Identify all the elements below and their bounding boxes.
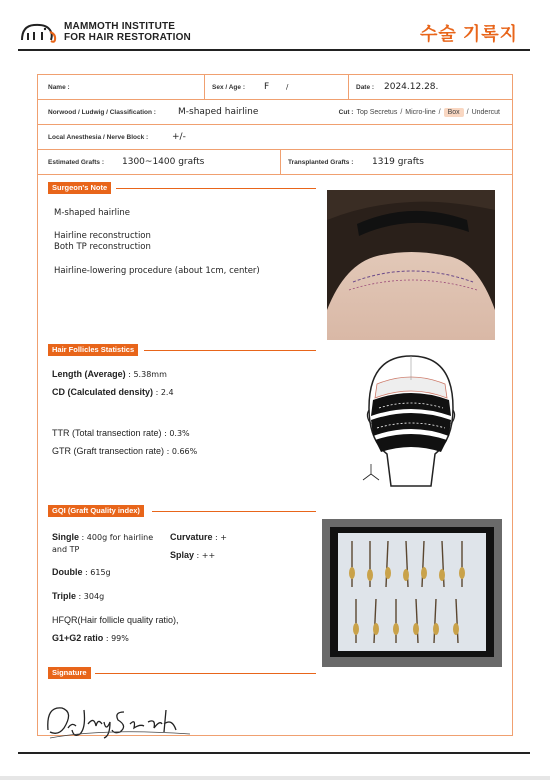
double-label: Double — [52, 567, 83, 577]
section-rule — [95, 673, 316, 674]
gqi-tag: GQI (Graft Quality index) — [48, 505, 144, 517]
sex-age-label: Sex / Age : — [212, 83, 245, 91]
anesthesia-label: Local Anesthesia / Nerve Block : — [48, 133, 149, 141]
curvature-stat — [170, 532, 227, 542]
anesthesia-value[interactable]: +/- — [172, 132, 186, 142]
hfqr-stat — [52, 615, 179, 625]
note-line-4: Hairline-lowering procedure (about 1cm, center) — [54, 266, 260, 276]
cut-option-micro-line[interactable]: Micro-line — [405, 108, 436, 116]
row-anesthesia — [38, 125, 512, 150]
surgeon-signature — [44, 698, 194, 745]
curvature-value: : + — [212, 533, 227, 542]
logo-line-2: FOR HAIR RESTORATION — [64, 32, 191, 43]
page-bottom-bar — [0, 776, 550, 780]
hairline-photo — [327, 190, 495, 340]
classification-label: Norwood / Ludwig / Classification : — [48, 108, 156, 116]
row-identity — [38, 75, 512, 100]
transplanted-grafts-label: Transplanted Grafts : — [288, 158, 354, 166]
g1g2-label: G1+G2 ratio — [52, 633, 104, 643]
cut-option-undercut[interactable]: Undercut — [471, 108, 500, 116]
single-stat-cont — [52, 544, 79, 554]
gtr-stat — [52, 446, 197, 456]
sex-value[interactable]: F — [264, 82, 270, 92]
cut-option-top-secretus[interactable]: Top Secretus — [356, 108, 398, 116]
section-rule — [152, 511, 316, 512]
note-line-3: Both TP reconstruction — [54, 242, 151, 252]
date-label: Date : — [356, 83, 375, 91]
divider — [280, 150, 281, 174]
ttr-label: TTR (Total transection rate) — [52, 428, 162, 438]
gtr-value: : 0.66% — [164, 447, 198, 456]
cd-stat — [52, 387, 174, 397]
single-value: : 400g for hairline — [79, 533, 154, 542]
row-grafts — [38, 150, 512, 175]
estimated-grafts-label: Estimated Grafts : — [48, 158, 104, 166]
donor-area-diagram — [355, 350, 467, 502]
age-separator: / — [286, 83, 289, 91]
note-line-2: Hairline reconstruction — [54, 231, 151, 241]
header-divider — [18, 49, 530, 51]
splay-value: : ++ — [194, 551, 216, 560]
graft-sample-photo — [322, 519, 502, 667]
cut-options: Cut : Top Secretus / Micro-line / Box / Undercut — [338, 108, 500, 116]
estimated-grafts-value[interactable]: 1300~1400 grafts — [122, 157, 205, 167]
ttr-stat — [52, 428, 190, 438]
cd-label: CD (Calculated density) — [52, 387, 154, 397]
section-rule — [116, 188, 316, 189]
divider — [348, 75, 349, 99]
hfqr-label: HFQR(Hair follicle quality ratio), — [52, 615, 179, 625]
date-value[interactable]: 2024.12.28. — [384, 82, 439, 92]
document-header — [0, 0, 550, 52]
cut-option-box-selected[interactable]: Box — [444, 108, 464, 117]
cut-label: Cut : — [338, 108, 354, 116]
single-stat — [52, 532, 153, 542]
signature-tag: Signature — [48, 667, 91, 679]
double-stat — [52, 567, 111, 577]
footer-divider — [18, 752, 530, 754]
single-label: Single — [52, 532, 80, 542]
length-stat — [52, 369, 167, 379]
triple-stat — [52, 591, 104, 601]
triple-label: Triple — [52, 591, 77, 601]
ttr-value: : 0.3% — [161, 429, 190, 438]
double-value: : 615g — [82, 568, 111, 577]
surgeons-note-tag: Surgeon's Note — [48, 182, 111, 194]
splay-stat — [170, 550, 215, 560]
splay-label: Splay — [170, 550, 195, 560]
curvature-label: Curvature — [170, 532, 213, 542]
length-value: : 5.38mm — [125, 370, 167, 379]
single-value-2: and TP — [52, 545, 80, 554]
gtr-label: GTR (Graft transection rate) — [52, 446, 165, 456]
document-title: 수술 기록지 — [420, 24, 518, 44]
g1g2-value: : 99% — [103, 634, 129, 643]
triple-value: : 304g — [76, 592, 105, 601]
divider — [204, 75, 205, 99]
transplanted-grafts-value[interactable]: 1319 grafts — [372, 157, 424, 167]
classification-value[interactable]: M-shaped hairline — [178, 107, 259, 117]
length-label: Length (Average) — [52, 369, 126, 379]
note-line-1: M-shaped hairline — [54, 208, 130, 218]
cd-value: : 2.4 — [153, 388, 174, 397]
name-label: Name : — [48, 83, 70, 91]
mammoth-icon — [20, 20, 60, 44]
section-rule — [144, 350, 316, 351]
logo-line-1: MAMMOTH INSTITUTE — [64, 21, 176, 32]
follicle-stats-tag: Hair Follicles Statistics — [48, 344, 138, 356]
g1g2-stat — [52, 633, 129, 643]
institute-logo — [20, 20, 191, 44]
row-classification — [38, 100, 512, 125]
